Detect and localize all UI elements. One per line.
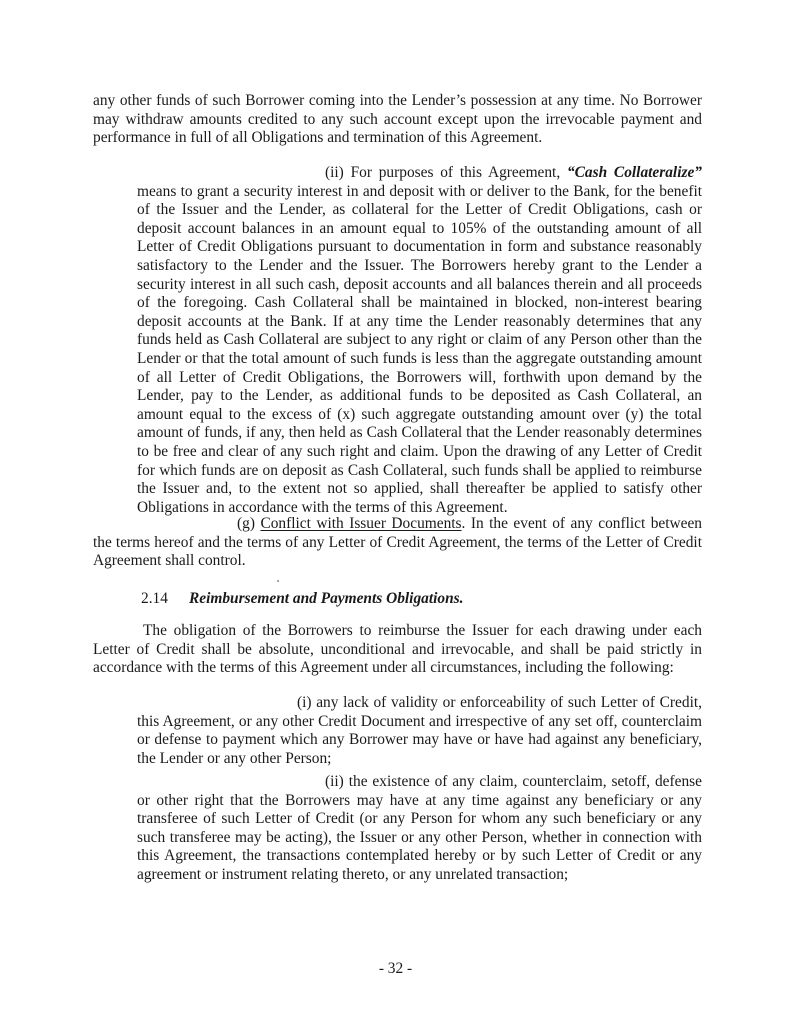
clause-label: (g) [237, 515, 255, 532]
clause-label: (ii) [325, 164, 344, 181]
section-number: 2.14 [141, 590, 168, 607]
scan-speck [277, 580, 279, 582]
paragraph-text: The obligation of the Borrowers to reimburse the Issuer for each drawing under each Letter of Credit shall be absolute, unconditional and irrevocable, and shall be paid strictly in accordance with the terms of this Agreement under all circumstances, including the following: [93, 622, 702, 677]
clause-body: means to grant a security interest in and deposit with or deliver to the Bank, for the benefit of the Issuer and the Lender, as collateral for the Letter of Credit Obligations, cash or deposit account balances in an amount equal to 105% of the outstanding amount of all Letter of Credit Obligations pursuant to documentation in form and substance reasonably satisfactory to the Lender and the Issuer. The Borrowers hereby grant to the Lender a security interest in all such cash, deposit accounts and all balances therein and all proceeds of the foregoing. Cash Collateral shall be maintained in blocked, non-interest bearing deposit accounts at the Bank. If at any time the Lender reasonably determines that any funds held as Cash Collateral are subject to any right or claim of any Person other than the Lender or that the total amount of such funds is less than the aggregate outstanding amount of all Letter of Credit Obligations, the Borrowers will, forthwith upon demand by the Lender, pay to the Lender, as additional funds to be deposited as Cash Collateral, an amount equal to the excess of (x) such aggregate outstanding amount over (y) the total amount of funds, if any, then held as Cash Collateral that the Lender reasonably determines to be free and clear of any such right and claim. Upon the drawing of any Letter of Credit for which funds are on deposit as Cash Collateral, such funds shall be applied to reimburse the Issuer and, to the extent not so applied, shall thereafter be applied to satisfy other Obligations in accordance with the terms of this Agreement. [137, 182, 702, 516]
paragraph-text: any other funds of such Borrower coming into the Lender’s possession at any time. No Borrower may withdraw amounts credited to any such account except upon the irrevocable payment and performance in full of all Obligations and termination of this Agreement. [93, 92, 702, 147]
clause-body: . In the event of any conflict between the terms hereof and the terms of any Letter of Credit Agreement, the terms of the Letter of Credit Agreement shall control. [93, 515, 702, 570]
conflict-paragraph [93, 515, 702, 571]
clause-title: Conflict with Issuer Documents [260, 515, 462, 532]
section-heading [141, 590, 464, 608]
list-item [137, 773, 702, 885]
clause-lead: For purposes of this Agreement, [350, 164, 567, 181]
obligation-paragraph [93, 622, 702, 678]
section-title: Reimbursement and Payments Obligations. [189, 590, 464, 607]
item-label: (ii) [325, 773, 344, 790]
page-number: - 32 - [378, 960, 413, 977]
item-text: any lack of validity or enforceability of such Letter of Credit, this Agreement, or any other Credit Document and irrespective of any set off, counterclaim or defense to payment which any Borrower may have or have had against any beneficiary, the Lender or any other Person; [137, 694, 702, 767]
defined-term: “Cash Collateralize” [566, 164, 702, 181]
list-item [137, 694, 702, 768]
item-label: (i) [297, 694, 312, 711]
item-text: the existence of any claim, counterclaim, setoff, defense or other right that the Borrowers may have at any time against any beneficiary or any transferee of such Letter of Credit (or any Person for whom any such beneficiary or any such transferee may be acting), the Issuer or any other Person, whether in connection with this Agreement, the transactions contemplated hereby or by such Letter of Credit or any agreement or instrument relating thereto, or any unrelated transaction; [137, 773, 702, 883]
cash-collateralize-paragraph [137, 164, 702, 517]
paragraph-top [93, 92, 702, 148]
